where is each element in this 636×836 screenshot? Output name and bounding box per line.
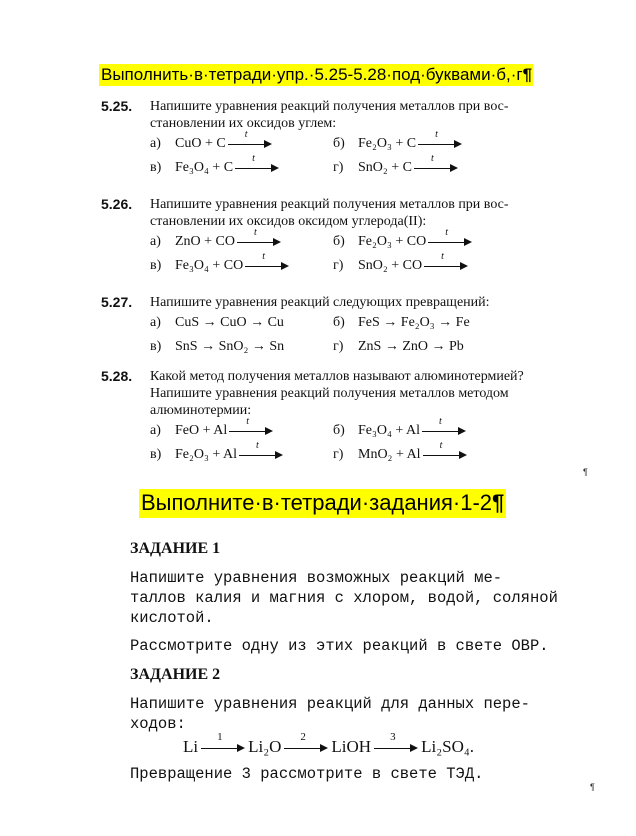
task-heading: ЗАДАНИЕ 1 — [130, 540, 221, 557]
item-row — [101, 152, 581, 180]
arrow-icon: 1 — [201, 743, 245, 753]
exercise-number: 5.27. — [101, 294, 133, 310]
exercise-line: становлении их оксидов оксидом углерода(II): — [150, 214, 427, 229]
exercise-5-25 — [101, 98, 581, 180]
item-row — [101, 311, 581, 335]
instruction-highlight-2 — [139, 489, 506, 518]
item-row — [101, 415, 581, 443]
item-b: б) FeS → Fe₂O₃ → Fe — [333, 315, 470, 330]
chain-substance: LiOH — [331, 737, 372, 756]
exercise-line: алюминотермии: — [150, 403, 252, 418]
task-1 — [130, 540, 580, 656]
item-v: в) Fe₂O₃ + Al t — [150, 447, 283, 463]
instruction-text-2: Выполните·в·тетради·задания·1-2 — [141, 490, 493, 515]
arrow-icon: t — [228, 139, 272, 149]
arrow-icon: t — [239, 450, 283, 460]
exercise-text — [150, 368, 581, 419]
item-a: а) ZnO + CO t — [150, 234, 281, 250]
arrow-icon: t — [229, 426, 273, 436]
arrow-icon: t — [424, 261, 468, 271]
exercise-5-26 — [101, 196, 581, 278]
exercise-line: Напишите уравнения реакций следующих превращений: — [150, 295, 490, 310]
arrow-icon: t — [418, 139, 462, 149]
task-note: Рассмотрите одну из этих реакций в свете ОВР. — [130, 637, 549, 655]
instruction-highlight-1 — [99, 64, 533, 86]
exercise-5-27 — [101, 294, 581, 359]
pilcrow-mark: ¶ — [590, 782, 595, 792]
pilcrow-mark: ¶ — [492, 490, 505, 515]
chain-substance: Li₂O — [248, 737, 282, 756]
item-row — [101, 335, 581, 359]
exercise-line: Напишите уравнения реакций получения металлов методом — [150, 386, 509, 401]
exercise-line: Напишите уравнения реакций получения металлов при вос- — [150, 99, 509, 114]
item-g: г) SnO₂ + C t — [333, 160, 458, 176]
task-text: Напишите уравнения возможных реакций ме- таллов калия и магния с хлором, водой, соляной кислотой. — [130, 569, 558, 627]
arrow-icon: t — [422, 426, 466, 436]
item-a: а) CuO + C t — [150, 136, 272, 152]
exercise-number: 5.26. — [101, 196, 133, 212]
item-b: б) Fe₃O₄ + Al t — [333, 423, 466, 439]
item-v: в) SnS → SnO₂ → Sn — [150, 339, 285, 354]
item-g: г) ZnS → ZnO → Pb — [333, 339, 464, 354]
exercise-line: Какой метод получения металлов называют алюминотермией? — [150, 369, 524, 384]
arrow-icon: t — [237, 237, 281, 247]
item-v: в) Fe₃O₄ + CO t — [150, 258, 289, 274]
item-b: б) Fe₂O₃ + C t — [333, 136, 462, 152]
task-note: Превращение 3 рассмотрите в свете ТЭД. — [130, 765, 484, 783]
exercise-text — [150, 98, 581, 132]
exercise-5-28 — [101, 368, 581, 467]
item-a: а) CuS → CuO → Cu — [150, 315, 284, 330]
item-row — [101, 439, 581, 467]
reaction-chain — [183, 731, 475, 757]
arrow-icon: t — [423, 450, 467, 460]
exercise-number: 5.25. — [101, 98, 133, 114]
item-a: а) FeO + Al t — [150, 423, 273, 439]
arrow-icon: 3 — [374, 743, 418, 753]
task-2 — [130, 666, 580, 734]
arrow-icon: t — [414, 163, 458, 173]
task-heading: ЗАДАНИЕ 2 — [130, 666, 221, 683]
chain-substance: Li₂SO₄. — [421, 737, 475, 756]
exercise-text — [150, 196, 581, 230]
arrow-icon: t — [245, 261, 289, 271]
pilcrow-mark: ¶ — [583, 467, 588, 477]
item-g: г) SnO₂ + CO t — [333, 258, 468, 274]
exercise-number: 5.28. — [101, 368, 133, 384]
exercise-line: Напишите уравнения реакций получения металлов при вос- — [150, 197, 509, 212]
item-b: б) Fe₂O₃ + CO t — [333, 234, 472, 250]
task-text: Напишите уравнения реакций для данных пере- ходов: — [130, 695, 530, 733]
item-row — [101, 128, 581, 156]
arrow-icon: t — [428, 237, 472, 247]
task-2-note-block — [130, 764, 580, 784]
item-row — [101, 250, 581, 278]
arrow-icon: t — [235, 163, 279, 173]
exercise-line: становлении их оксидов углем: — [150, 116, 337, 131]
exercise-text — [150, 294, 581, 311]
item-row — [101, 226, 581, 254]
arrow-icon: 2 — [284, 743, 328, 753]
instruction-text-1: Выполнить·в·тетради·упр.·5.25-5.28·под·буквами·б,·г — [101, 65, 523, 84]
item-g: г) MnO₂ + Al t — [333, 447, 467, 463]
chain-substance: Li — [183, 737, 199, 756]
pilcrow-mark: ¶ — [522, 65, 533, 84]
item-v: в) Fe₃O₄ + C t — [150, 160, 279, 176]
